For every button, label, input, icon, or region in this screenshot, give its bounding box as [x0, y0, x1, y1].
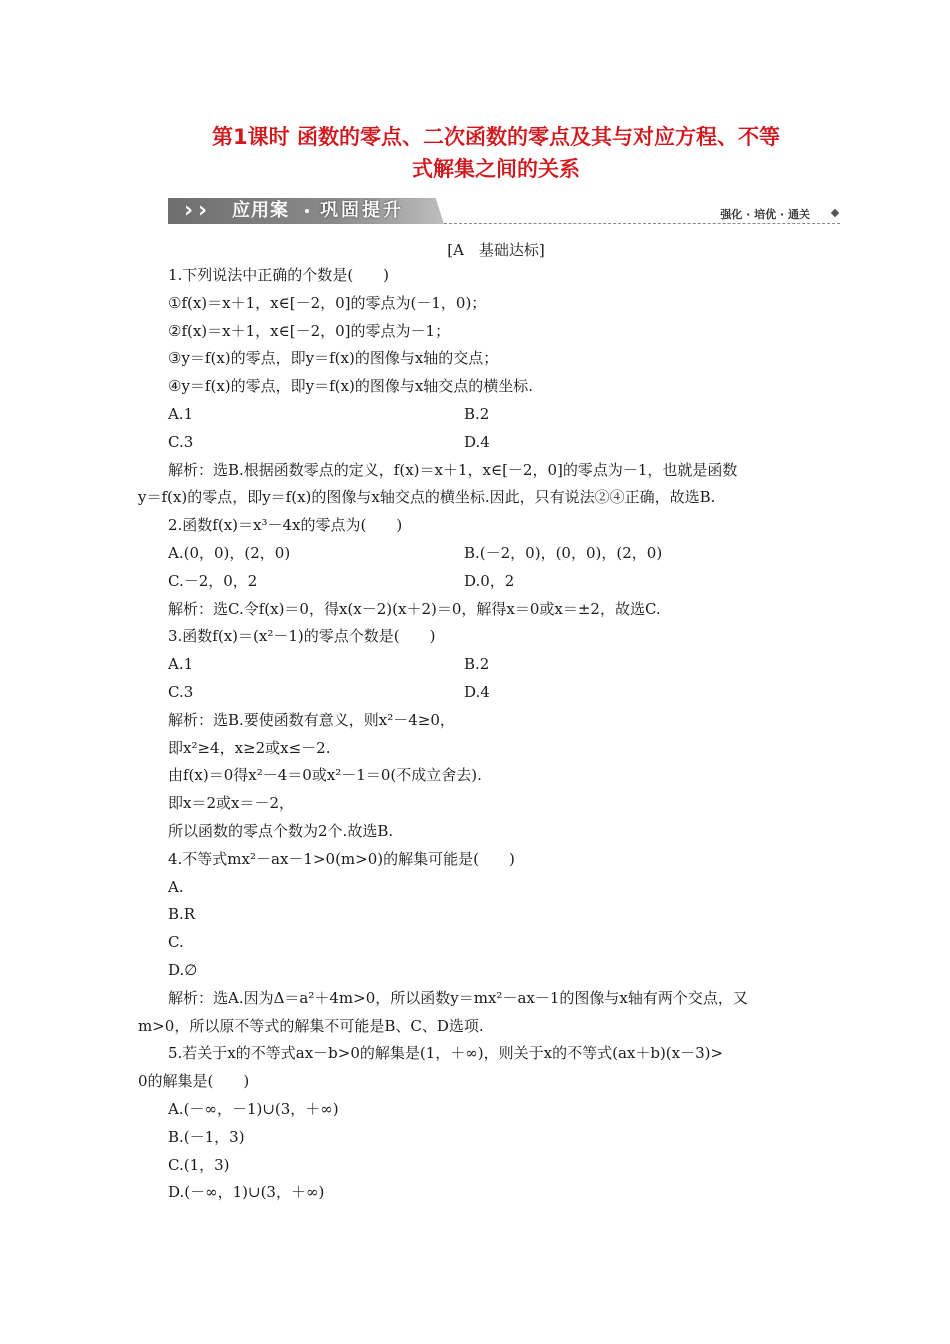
- text-line: D.(－∞，1)∪(3，＋∞): [168, 1183, 325, 1202]
- text-line: 5.若关于x的不等式ax－b>0的解集是(1，＋∞)，则关于x的不等式(ax＋b)(x－3)>: [168, 1044, 724, 1063]
- text-line: y＝f(x)的零点，即y＝f(x)的图像与x轴交点的横坐标.因此，只有说法②④正确，故选B.: [138, 488, 716, 507]
- text-line: 解析：选C.令f(x)＝0，得x(x－2)(x＋2)＝0，解得x＝0或x＝±2，故选C.: [168, 599, 661, 618]
- text-line: B.(－1，3): [168, 1127, 245, 1146]
- text-line: A.(－∞，－1)∪(3，＋∞): [168, 1099, 339, 1118]
- text-line: A.: [168, 877, 184, 896]
- text-line: ④y＝f(x)的零点，即y＝f(x)的图像与x轴交点的横坐标.: [168, 377, 534, 396]
- section-banner: [168, 198, 840, 226]
- text-line: 解析：选A.因为Δ＝a²＋4m>0，所以函数y＝mx²－ax－1的图像与x轴有两个交点，又: [168, 988, 748, 1007]
- chevron-right-icon: ›: [184, 198, 194, 223]
- option-right: D.4: [464, 682, 490, 701]
- option-row: [168, 568, 818, 596]
- chevron-right-icon: ›: [198, 198, 208, 223]
- text-line: 即x＝2或x＝－2，: [168, 794, 295, 813]
- banner-title: 应用案: [232, 200, 289, 221]
- page-title-line-2: 式解集之间的关系: [412, 157, 580, 181]
- text-line: ③y＝f(x)的零点，即y＝f(x)的图像与x轴的交点；: [168, 349, 499, 368]
- banner-subtitle: 巩固提升: [320, 200, 404, 221]
- option-row: [168, 540, 818, 568]
- option-right: B.2: [464, 655, 490, 674]
- text-line: 0的解集是( ): [138, 1072, 250, 1091]
- text-line: C.: [168, 933, 184, 952]
- section-heading: [A 基础达标]: [447, 241, 545, 259]
- option-right: B.(－2，0)，(0，0)，(2，0): [464, 543, 663, 562]
- text-line: ②f(x)＝x＋1，x∈[－2，0]的零点为－1；: [168, 321, 451, 340]
- text-line: B.R: [168, 905, 196, 924]
- text-line: 所以函数的零点个数为2个.故选B.: [168, 821, 394, 840]
- option-row: [168, 429, 818, 457]
- banner-tagline: 强化 · 培优 · 通关: [720, 208, 810, 221]
- option-row: [168, 679, 818, 707]
- text-line: 1.下列说法中正确的个数是( ): [168, 266, 390, 284]
- option-left: C.－2，0，2: [168, 571, 258, 590]
- text-line: C.(1，3): [168, 1155, 230, 1174]
- dot-icon: [305, 209, 309, 213]
- option-left: A.(0，0)，(2，0): [168, 543, 291, 562]
- option-right: B.2: [464, 404, 490, 423]
- page-title-line-1: 第1课时 函数的零点、二次函数的零点及其与对应方程、不等: [212, 125, 780, 149]
- text-line: D.∅: [168, 960, 198, 979]
- text-line: 由f(x)＝0得x²－4＝0或x²－1＝0(不成立舍去).: [168, 766, 482, 785]
- option-right: D.4: [464, 432, 490, 451]
- option-left: A.1: [168, 655, 194, 674]
- text-line: 2.函数f(x)＝x³－4x的零点为( ): [168, 516, 403, 535]
- text-line: 4.不等式mx²－ax－1>0(m>0)的解集可能是( ): [168, 849, 515, 868]
- option-row: [168, 651, 818, 679]
- option-right: D.0，2: [464, 571, 515, 590]
- diamond-icon: [831, 209, 839, 217]
- text-line: 解析：选B.要使函数有意义，则x²－4≥0，: [168, 710, 455, 729]
- option-row: [168, 401, 818, 429]
- text-line: 3.函数f(x)＝(x²－1)的零点个数是( ): [168, 627, 436, 646]
- option-left: C.3: [168, 682, 194, 701]
- text-line: 解析：选B.根据函数零点的定义，f(x)＝x＋1，x∈[－2，0]的零点为－1，也就是函数: [168, 460, 738, 479]
- option-left: C.3: [168, 432, 194, 451]
- text-line: ①f(x)＝x＋1，x∈[－2，0]的零点为(－1，0)；: [168, 293, 487, 312]
- text-line: 即x²≥4，x≥2或x≤－2.: [168, 738, 331, 757]
- option-left: A.1: [168, 404, 194, 423]
- text-line: m>0，所以原不等式的解集不可能是B、C、D选项.: [138, 1016, 484, 1035]
- exercise-content: [138, 262, 818, 1207]
